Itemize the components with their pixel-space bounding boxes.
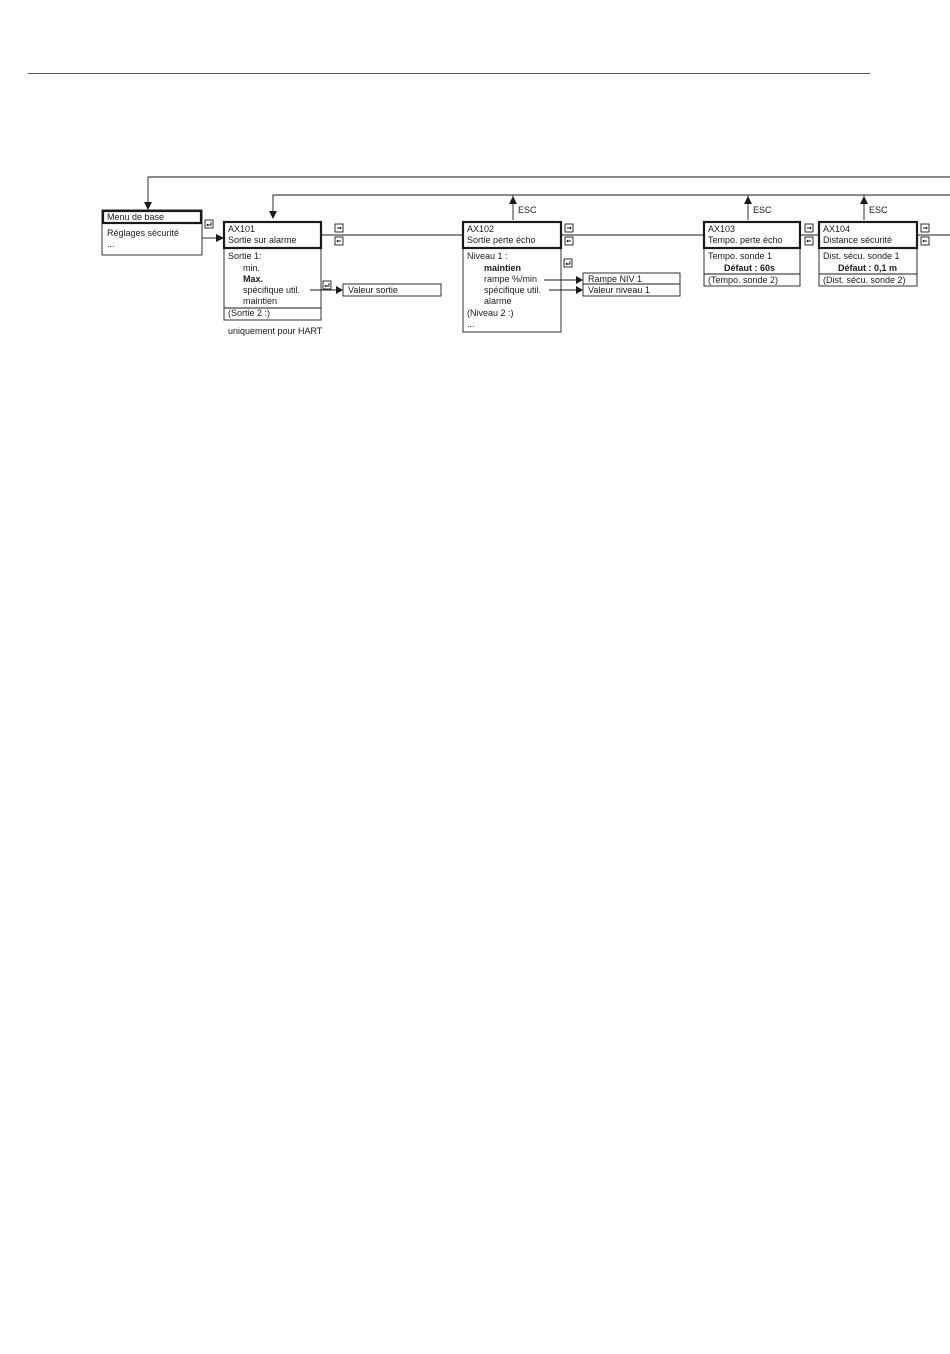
return-arrow-ax101: [269, 211, 277, 219]
menu-item-more: ...: [107, 239, 115, 249]
ax102-sub1-label: Rampe NIV 1: [588, 274, 643, 284]
ax101-sub-arrow: [336, 286, 343, 294]
return-line-to-ax101: [273, 195, 950, 213]
ax101-option-specifique: spécifique util.: [243, 285, 301, 295]
ax101-sub-label: Valeur sortie: [348, 285, 398, 295]
return-line-to-menu: [148, 177, 950, 204]
esc-label-ax103: ESC: [753, 205, 772, 215]
ax103-line1: Tempo. sonde 1: [708, 251, 773, 261]
ax102-sub1-arrow: [576, 276, 583, 284]
ax102-block: [463, 222, 680, 332]
ax101-option-min: min.: [243, 263, 261, 273]
ax102-sub2-arrow: [576, 286, 583, 294]
ax103-block: [704, 222, 813, 286]
return-arrow-menu: [144, 202, 152, 210]
ax102-option-alarme: alarme: [484, 296, 512, 306]
esc-arrow-ax102: [509, 196, 517, 204]
ax101-option-max: Max.: [243, 274, 264, 284]
ax101-enter-key-icon: [323, 281, 331, 289]
ax102-title: Sortie perte écho: [467, 235, 536, 245]
ax103-title: Tempo. perte écho: [708, 235, 783, 245]
menu-title: Menu de base: [107, 212, 165, 222]
esc-arrow-ax103: [744, 196, 752, 204]
ax102-footer: (Niveau 2 :): [467, 308, 514, 318]
esc-label-ax104: ESC: [869, 205, 888, 215]
ax101-option-maintien: maintien: [243, 296, 278, 306]
flow-arrow-ax101: [216, 234, 224, 242]
ax101-code: AX101: [228, 224, 256, 234]
ax104-footer: (Dist. sécu. sonde 2): [823, 275, 906, 285]
ax103-code: AX103: [708, 224, 736, 234]
ax103-default: Défaut : 60s: [724, 263, 776, 273]
ax104-title: Distance sécurité: [823, 235, 893, 245]
esc-label-ax102: ESC: [518, 205, 537, 215]
ax104-line1: Dist. sécu. sonde 1: [823, 251, 900, 261]
ax103-footer: (Tempo. sonde 2): [708, 275, 779, 285]
ax102-enter-key-icon: [564, 259, 572, 267]
ax102-option-maintien: maintien: [484, 263, 522, 273]
ax101-heading: Sortie 1:: [228, 251, 262, 261]
ax101-footer: (Sortie 2 :): [228, 308, 271, 318]
ax101-title: Sortie sur alarme: [228, 235, 297, 245]
ax102-more: ...: [467, 319, 475, 329]
esc-arrow-ax104: [860, 196, 868, 204]
ax101-note: uniquement pour HART: [228, 326, 323, 336]
ax102-option-specifique: spécifique util.: [484, 285, 542, 295]
ax102-sub2-label: Valeur niveau 1: [588, 285, 650, 295]
ax104-default: Défaut : 0,1 m: [838, 263, 898, 273]
enter-key-icon: [205, 220, 213, 228]
ax102-code: AX102: [467, 224, 495, 234]
ax104-code: AX104: [823, 224, 851, 234]
menu-de-base: [102, 210, 213, 255]
ax101-block: [224, 222, 441, 336]
return-lines: [144, 177, 950, 220]
ax102-heading: Niveau 1 :: [467, 251, 508, 261]
ax104-block: [819, 222, 929, 286]
ax102-option-rampe: rampe %/min: [484, 274, 538, 284]
menu-item-reglages: Réglages sécurité: [107, 228, 180, 238]
